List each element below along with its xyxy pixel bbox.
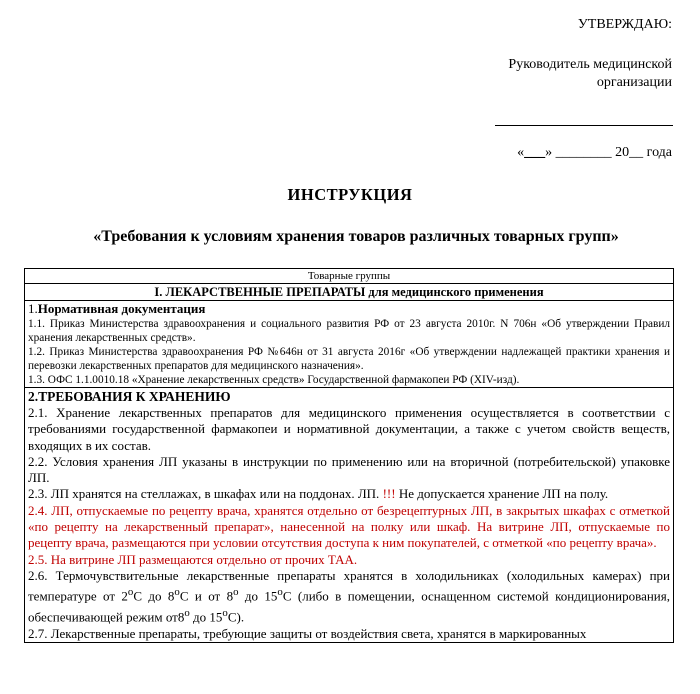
table-header-cell: Товарные группы xyxy=(25,269,674,284)
section-title: I. ЛЕКАРСТВЕННЫЕ ПРЕПАРАТЫ для медицинского применения xyxy=(25,284,674,301)
normative-item-3: 1.3. ОФС 1.1.0010.18 «Хранение лекарственных средств» Государственной фармакопеи РФ (XIV-изд). xyxy=(28,374,520,386)
storage-row xyxy=(25,388,674,643)
date-blank-day: ___ xyxy=(524,145,546,160)
storage-paragraph-2-4: 2.4. ЛП, отпускаемые по рецепту врача, хранятся отдельно от безрецептурных ЛП, в закрытых шкафах с отметкой «по рецепту на лекарственный препарат», нанесенной на полку или шкаф. На витрине ЛП, отпускаемые по рецепту врача, размещаются при условии отсутствия доступа к ним покупателей, с отметкой «по рецепту врача». xyxy=(28,502,670,551)
product-groups-table xyxy=(24,268,674,643)
p6-d: до 15 xyxy=(238,588,278,604)
approval-role: Руководитель медицинской организации xyxy=(508,57,672,90)
date-suffix: года xyxy=(643,145,672,160)
document-title: ИНСТРУКЦИЯ xyxy=(287,185,413,204)
table-header-row xyxy=(25,269,674,284)
p6-g: С). xyxy=(227,609,245,625)
storage-cell xyxy=(25,388,674,643)
degree-mark: о xyxy=(222,606,228,619)
degree-mark: о xyxy=(277,586,283,599)
p6-e: С (либо в помещении, оснащенном системой кондиционирования, обеспечивающей режим от8 xyxy=(28,588,670,625)
degree-mark: о xyxy=(127,586,134,599)
normative-row xyxy=(25,301,674,388)
p6-f: до 15 xyxy=(189,609,223,625)
storage-paragraph-2-3 xyxy=(28,486,670,502)
storage-paragraph-2-2: 2.2. Условия хранения ЛП указаны в инструкции по применению или на вторичной (потребительской) упаковке ЛП. xyxy=(28,453,670,486)
degree-mark: о xyxy=(174,586,180,599)
normative-heading xyxy=(28,301,670,317)
warning-mark: !!! xyxy=(382,486,396,502)
normative-title: Нормативная документация xyxy=(37,301,206,316)
date-blank-year: __ xyxy=(629,145,644,160)
degree-mark: о xyxy=(233,586,239,599)
normative-item-1: 1.1. Приказ Министерства здравоохранения и социального развития РФ от 23 августа 2010г. N 706н «Об утверждении Правил хранения лекарственных средств». xyxy=(28,318,670,344)
signature-line xyxy=(495,125,673,126)
p6-a: 2.6. Термочувствительные лекарственные препараты хранятся в холодильниках (холодильных камерах) при температуре от 2 xyxy=(28,567,670,604)
document-subtitle: «Требования к условиям хранения товаров различных товарных групп» xyxy=(93,228,619,245)
p6-b: С до 8 xyxy=(133,588,175,604)
approval-date-line xyxy=(517,145,672,161)
storage-paragraph-2-5: 2.5. На витрине ЛП размещаются отдельно от прочих ТАА. xyxy=(28,551,358,567)
storage-paragraph-2-1: 2.1. Хранение лекарственных препаратов для медицинского применения осуществляется в соответствии с требованиями государственной фармакопеи и нормативной документации, а также с учетом свойств веществ, входящих в их состав. xyxy=(28,405,670,453)
date-mid: » ________ 20 xyxy=(545,145,630,160)
section-row xyxy=(25,284,674,301)
storage-title: 2.ТРЕБОВАНИЯ К ХРАНЕНИЮ xyxy=(28,389,231,404)
normative-number: 1. xyxy=(28,301,38,316)
storage-paragraph-2-6 xyxy=(28,568,670,626)
approval-title: УТВЕРЖДАЮ: xyxy=(577,17,672,32)
p6-c: С и от 8 xyxy=(179,588,234,604)
date-open: « xyxy=(517,145,525,160)
p3-start: 2.3. ЛП хранятся на стеллажах, в шкафах или на поддонах. ЛП. xyxy=(28,486,383,502)
storage-paragraph-2-7: 2.7. Лекарственные препараты, требующие защиты от воздействия света, хранятся в маркированных xyxy=(28,625,587,641)
normative-item-2: 1.2. Приказ Министерства здравоохранения РФ №646н от 31 августа 2016г «Об утверждении надлежащей практики хранения и перевозки лекарственных препаратов для медицинского назначения». xyxy=(28,346,670,372)
normative-cell xyxy=(25,301,674,388)
degree-mark: о xyxy=(184,606,190,619)
p3-end: Не допускается хранение ЛП на полу. xyxy=(395,486,609,502)
